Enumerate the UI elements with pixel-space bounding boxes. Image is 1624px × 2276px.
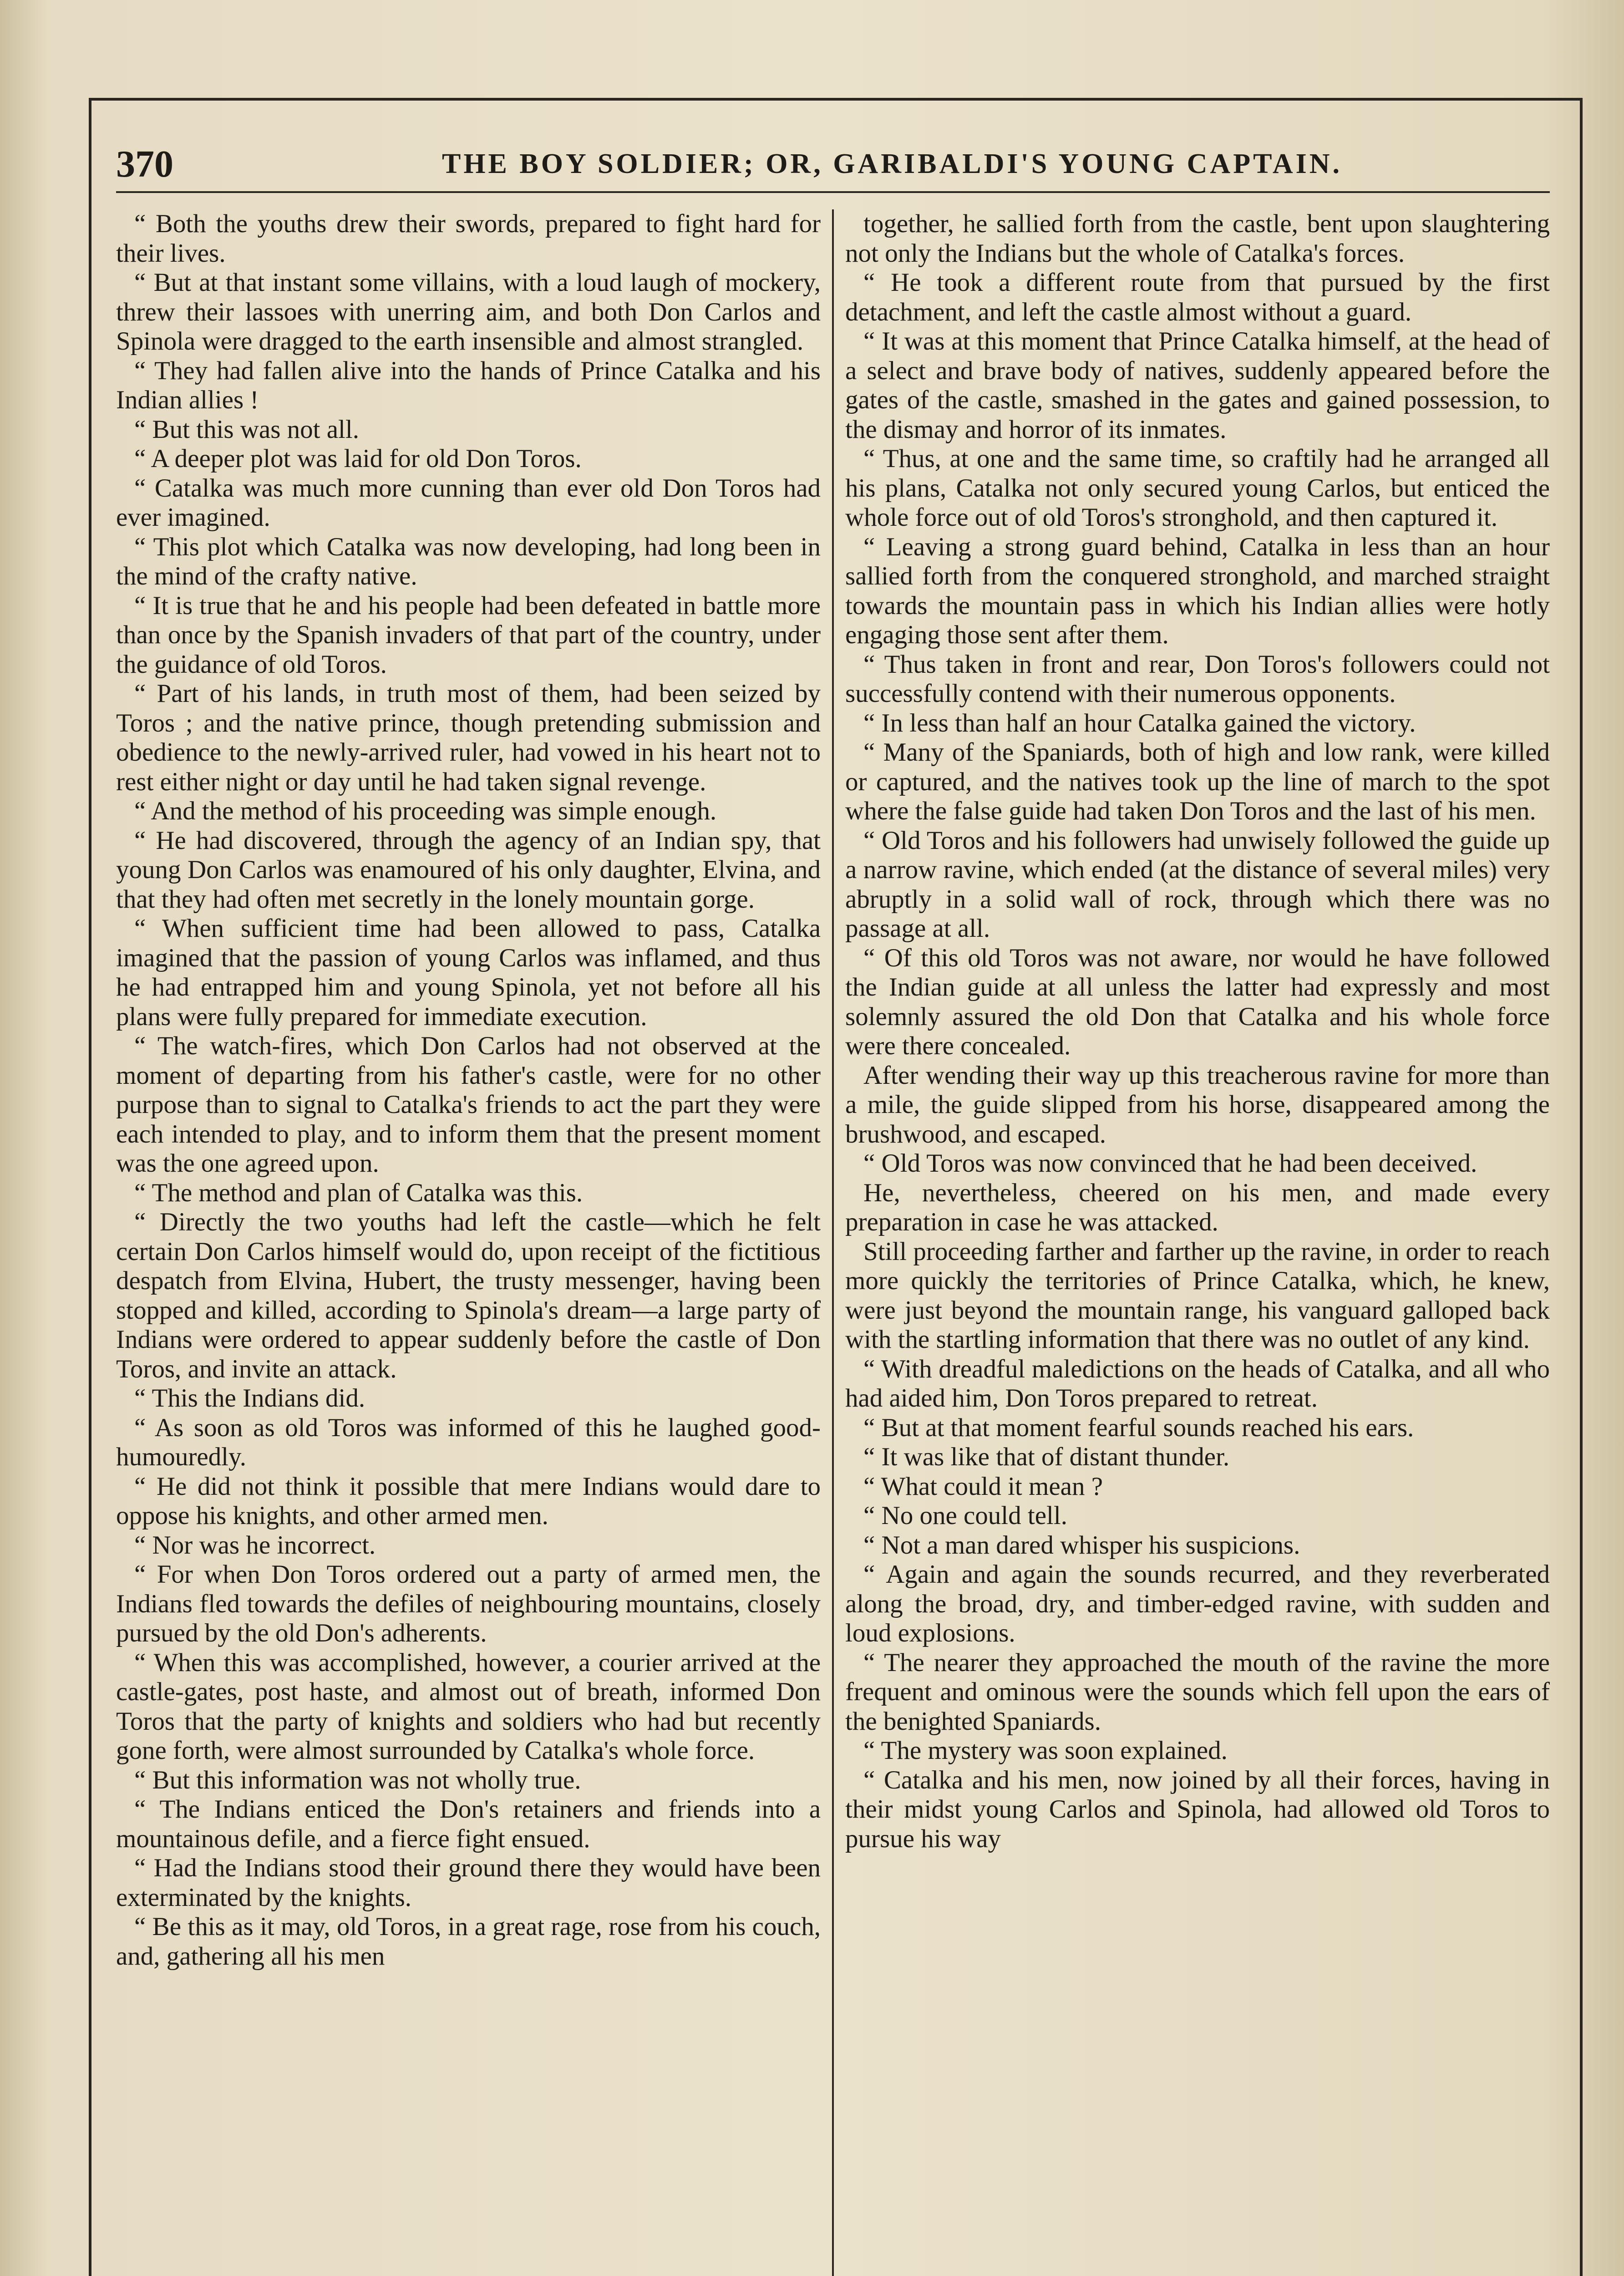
paragraph: “ Old Toros was now convinced that he had been deceived.: [863, 1149, 1477, 1178]
paragraph: “ He did not think it possible that mere Indians would dare to oppose his knights, and other armed men.: [116, 1472, 821, 1530]
paragraph: “ The mystery was soon explained.: [863, 1736, 1228, 1765]
paragraph: “ Many of the Spaniards, both of high and low rank, were killed or captured, and the natives took up the line of march to the spot where the false guide had taken Don Toros and the last of his men.: [845, 738, 1550, 825]
paragraph: “ But at that instant some villains, with a loud laugh of mockery, threw their lassoes with unerring aim, and both Don Carlos and Spinola were dragged to the earth insensible and almost strangled.: [116, 268, 821, 356]
paragraph: “ Catalka and his men, now joined by all their forces, having in their midst young Carlos and Spinola, had allowed old Toros to pursue his way: [845, 1765, 1550, 1853]
paragraph: “ They had fallen alive into the hands of Prince Catalka and his Indian allies !: [116, 356, 821, 414]
paragraph: “ Thus taken in front and rear, Don Toros's followers could not successfully contend with their numerous opponents.: [845, 650, 1550, 708]
page-number: 370: [116, 142, 173, 185]
paragraph: “ But at that moment fearful sounds reached his ears.: [863, 1413, 1414, 1442]
paragraph: “ Be this as it may, old Toros, in a great rage, rose from his couch, and, gathering all his men: [116, 1912, 821, 1971]
paragraph: “ And the method of his proceeding was simple enough.: [134, 797, 717, 825]
paragraph: “ Leaving a strong guard behind, Catalka in less than an hour sallied forth from the conquered stronghold, and marched straight towards the mountain pass in which his Indian allies were hotly engaging those sent after them.: [845, 532, 1550, 649]
paragraph: “ It was like that of distant thunder.: [863, 1443, 1230, 1471]
paragraph: “ It is true that he and his people had been defeated in battle more than once by the Spanish invaders of that part of the country, under the guidance of old Toros.: [116, 591, 821, 679]
paragraph: “ The nearer they approached the mouth of the ravine the more frequent and ominous were the sounds which fell upon the ears of the benighted Spaniards.: [845, 1648, 1550, 1736]
paragraph: “ With dreadful maledictions on the heads of Catalka, and all who had aided him, Don Toros prepared to retreat.: [845, 1354, 1550, 1412]
paragraph: “ As soon as old Toros was informed of this he laughed good-humouredly.: [116, 1413, 821, 1471]
paragraph: “ Again and again the sounds recurred, and they reverberated along the broad, dry, and timber-edged ravine, with sudden and loud explosions.: [845, 1560, 1550, 1647]
paragraph: “ For when Don Toros ordered out a party of armed men, the Indians fled towards the defiles of neighbouring mountains, closely pursued by the old Don's adherents.: [116, 1560, 821, 1647]
paragraph: “ This the Indians did.: [134, 1384, 365, 1412]
paragraph: “ He had discovered, through the agency of an Indian spy, that young Don Carlos was enamoured of his only daughter, Elvina, and that they had often met secretly in the lonely mountain gorge.: [116, 826, 821, 914]
paragraph: “ When sufficient time had been allowed to pass, Catalka imagined that the passion of young Carlos was inflamed, and thus he had entrapped him and young Spinola, yet not before all his plans were fully prepared for immediate execution.: [116, 914, 821, 1031]
paragraph: “ What could it mean ?: [863, 1472, 1103, 1501]
paragraph: “ In less than half an hour Catalka gained the victory.: [863, 708, 1416, 737]
running-title: THE BOY SOLDIER; OR, GARIBALDI'S YOUNG CAPTAIN.: [442, 148, 1343, 179]
paragraph: “ Had the Indians stood their ground there they would have been exterminated by the knights.: [116, 1854, 821, 1912]
paragraph: “ When this was accomplished, however, a courier arrived at the castle-gates, post haste, and almost out of breath, informed Don Toros that the party of knights and soldiers who had but recently gone forth, were almost surrounded by Catalka's whole force.: [116, 1648, 821, 1765]
paragraph: “ No one could tell.: [863, 1501, 1067, 1530]
paragraph: “ The Indians enticed the Don's retainers and friends into a mountainous defile, and a fierce fight ensued.: [116, 1795, 821, 1853]
paragraph: He, nevertheless, cheered on his men, and made every preparation in case he was attacked.: [845, 1178, 1550, 1236]
running-head: [116, 137, 1550, 193]
paragraph: “ Part of his lands, in truth most of them, had been seized by Toros ; and the native prince, though pretending submission and obedience to the newly-arrived ruler, had vowed in his heart not to rest either night or day until he had taken signal revenge.: [116, 679, 821, 796]
paragraph: “ Catalka was much more cunning than ever old Don Toros had ever imagined.: [116, 473, 821, 532]
paragraph: “ Nor was he incorrect.: [134, 1530, 376, 1560]
paragraph: “ The watch-fires, which Don Carlos had not observed at the moment of departing from his father's castle, were for no other purpose than to signal to Catalka's friends to act the part they were each intended to play, and to inform them that the present moment was the one agreed upon.: [116, 1031, 821, 1178]
paragraph: “ It was at this moment that Prince Catalka himself, at the head of a select and brave body of natives, suddenly appeared before the gates of the castle, smashed in the gates and gained possession, to the dismay and horror of its inmates.: [845, 327, 1550, 444]
paragraph: “ Both the youths drew their swords, prepared to fight hard for their lives.: [116, 209, 821, 268]
paragraph: “ Thus, at one and the same time, so craftily had he arranged all his plans, Catalka not only secured young Carlos, but enticed the whole force out of old Toros's stronghold, and then captured it.: [845, 444, 1550, 532]
text-columns: [116, 209, 1550, 2276]
paragraph: “ Old Toros and his followers had unwisely followed the guide up a narrow ravine, which ended (at the distance of several miles) very abruptly in a solid wall of rock, through which there was no passage at all.: [845, 826, 1550, 943]
paragraph: “ The method and plan of Catalka was this.: [134, 1178, 583, 1207]
paragraph: together, he sallied forth from the castle, bent upon slaughtering not only the Indians but the whole of Catalka's forces.: [845, 209, 1550, 268]
paragraph: Still proceeding farther and farther up the ravine, in order to reach more quickly the territories of Prince Catalka, which, he knew, were just beyond the mountain range, his vanguard galloped back with the startling information that there was no outlet of any kind.: [845, 1237, 1550, 1354]
paragraph: “ A deeper plot was laid for old Don Toros.: [134, 444, 582, 473]
paragraph: “ Of this old Toros was not aware, nor would he have followed the Indian guide at all unless the latter had expressly and most solemnly assured the old Don that Catalka and his whole force were there concealed.: [845, 943, 1550, 1060]
right-column: [834, 209, 1550, 2276]
left-column: [116, 209, 832, 2276]
paragraph: “ This plot which Catalka was now developing, had long been in the mind of the crafty native.: [116, 532, 821, 590]
paragraph: “ Not a man dared whisper his suspicions.: [863, 1530, 1300, 1560]
paragraph: After wending their way up this treacherous ravine for more than a mile, the guide slipped from his horse, disappeared among the brushwood, and escaped.: [845, 1061, 1550, 1148]
paragraph: “ But this information was not wholly true.: [134, 1765, 581, 1794]
paragraph: “ But this was not all.: [134, 415, 359, 444]
paragraph: “ He took a different route from that pursued by the first detachment, and left the castle almost without a guard.: [845, 268, 1550, 326]
paragraph: “ Directly the two youths had left the castle—which he felt certain Don Carlos himself would do, upon receipt of the fictitious despatch from Elvina, Hubert, the trusty messenger, having been stopped and killed, according to Spinola's dream—a large party of Indians were ordered to appear suddenly before the castle of Don Toros, and invite an attack.: [116, 1208, 821, 1383]
